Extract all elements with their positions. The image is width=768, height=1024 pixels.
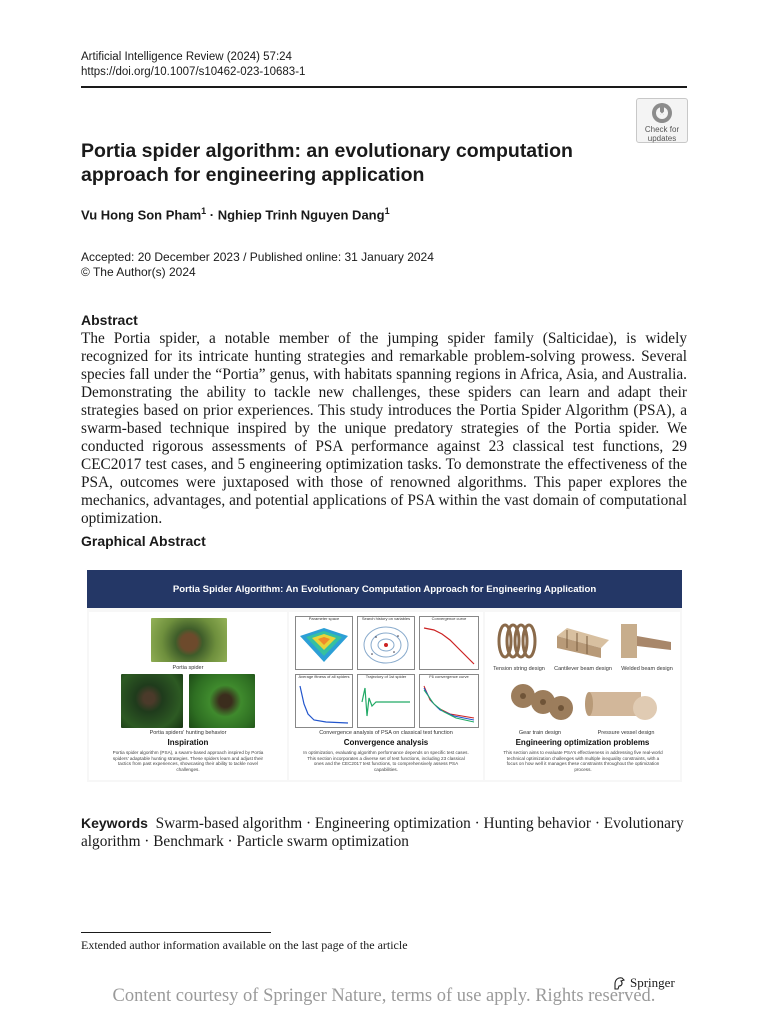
design-caption: Cantilever beam design (554, 666, 612, 672)
hunting-photo-2 (189, 674, 255, 728)
check-updates-line2: updates (647, 134, 677, 143)
inspiration-text: Portia spider algorithm (PSA), a swarm-based approach inspired by Portia spiders' adaptable hunting strategies. These spiders learn and adjust their tactics from past experiences, showcasing their ability to tackle novel challenges. (112, 750, 264, 772)
inspiration-heading: Inspiration (167, 738, 209, 747)
doi-link[interactable]: https://doi.org/10.1007/s10462-023-10683-1 (81, 66, 306, 78)
header-rule (81, 86, 687, 88)
contour-graphic (358, 622, 414, 668)
pressure-vessel-graphic (583, 678, 663, 728)
trajectory-plot (357, 674, 415, 728)
author-affiliation: 1 (201, 206, 207, 216)
plot-title: Parameter space (308, 616, 340, 621)
convergence-heading: Convergence analysis (343, 738, 429, 747)
publisher-name: Springer (630, 975, 675, 990)
engineering-heading: Engineering optimization problems (515, 738, 650, 747)
footnote: Extended author information available on the last page of the article (81, 938, 408, 952)
journal-header (81, 50, 305, 80)
search-history-plot (357, 616, 415, 670)
keywords-label: Keywords (81, 815, 148, 831)
author-affiliation: 1 (384, 206, 390, 216)
footnote-rule (81, 932, 271, 933)
curve-graphic (358, 680, 414, 726)
engineering-panel (485, 612, 680, 780)
author-name[interactable]: Nghiep Trinh Nguyen Dang (217, 207, 385, 223)
inspiration-panel (89, 612, 287, 780)
design-caption: Gear train design (518, 730, 562, 736)
author-separator: · (206, 207, 218, 223)
plot-title: Trajectory of 1st spider (365, 674, 407, 679)
hunting-photo-1 (121, 674, 183, 728)
paper-title: Portia spider algorithm: an evolutionary computation approach for engineering application (81, 140, 573, 186)
check-updates-line1: Check for (644, 125, 680, 134)
author-name[interactable]: Vu Hong Son Pham (81, 207, 202, 223)
crossmark-icon (651, 102, 673, 124)
tension-spring-graphic (491, 618, 547, 664)
plot-title: F6 convergence curve (429, 674, 469, 679)
graphical-abstract-figure (87, 570, 682, 782)
plot-title: Convergence curve (431, 616, 467, 621)
convergence-curve-plot (419, 616, 479, 670)
parameter-space-plot (295, 616, 353, 670)
convergence-panel (289, 612, 483, 780)
check-for-updates-badge[interactable] (636, 98, 688, 143)
accepted-published-dates: Accepted: 20 December 2023 / Published online: 31 January 2024 (81, 250, 434, 264)
plot-title: Search history on variables (361, 616, 411, 621)
curve-graphic (420, 680, 478, 726)
author-list (81, 206, 390, 222)
publication-dates (81, 250, 434, 280)
design-caption: Pressure vessel design (597, 730, 655, 736)
average-fitness-plot (295, 674, 353, 728)
keywords-section (81, 814, 687, 851)
welded-beam-graphic (617, 618, 675, 664)
convergence-caption: Convergence analysis of PSA on classical test function (319, 730, 453, 736)
graphical-abstract-banner: Portia Spider Algorithm: An Evolutionary Computation Approach for Engineering Application (87, 570, 682, 608)
plot-title: Average fitness of all spiders (298, 674, 350, 679)
design-caption: Tension string design (493, 666, 545, 672)
hunting-behavior-caption: Portia spiders' hunting behavior (149, 730, 227, 736)
abstract-heading: Abstract (81, 312, 138, 328)
portia-spider-photo (151, 618, 227, 662)
keywords-list: Swarm-based algorithm · Engineering optimization · Hunting behavior · Evolutionary algorithm · Benchmark · Particle swarm optimization (81, 815, 684, 850)
journal-citation: Artificial Intelligence Review (2024) 57:24 (81, 51, 292, 63)
design-caption: Welded beam design (621, 666, 673, 672)
portia-spider-caption: Portia spider (172, 665, 204, 671)
f6-convergence-plot (419, 674, 479, 728)
graphical-abstract-heading: Graphical Abstract (81, 533, 206, 549)
abstract-text: The Portia spider, a notable member of the jumping spider family (Salticidae), is widely recognized for its intricate hunting strategies and remarkable problem-solving prowess. Several species fall under the “Portia” genus, with habitats spanning regions in Africa, Asia, and Australia. Demonstrating the ability to tackle new challenges, these spiders can learn and adapt their strategies based on prior experiences. This study introduces the Portia Spider Algorithm (PSA), a swarm-based technique inspired by the unique predatory strategies of the Portia spider. We conducted rigorous assessments of PSA performance against 23 classical test functions, 29 CEC2017 test cases, and 5 engineering optimization tasks. To demonstrate the effectiveness of the PSA, outcomes were juxtaposed with those of renowned algorithms. This paper explores the mechanics, advantages, and potential applications of PSA within the vast domain of computational optimization. (81, 330, 687, 527)
convergence-text: In optimization, evaluating algorithm performance depends on specific test cases. This section incorporates a diverse set of test functions, including 23 classical ones and the CEC2017 test functions, to comprehensively assess PSA capabilities. (303, 750, 469, 772)
curve-graphic (296, 680, 352, 726)
copyright-notice: © The Author(s) 2024 (81, 265, 196, 279)
engineering-text: This section aims to evaluate PSA's effectiveness in addressing five real-world technical optimization challenges with multiple inequality constraints, with a focus on how well it manages these constraints throughout the optimization process. (503, 750, 663, 772)
gear-train-graphic (507, 678, 577, 728)
curve-graphic (420, 622, 478, 668)
rights-watermark: Content courtesy of Springer Nature, terms of use apply. Rights reserved. (112, 986, 656, 1006)
cantilever-beam-graphic (553, 618, 613, 664)
surface-graphic (296, 622, 352, 668)
